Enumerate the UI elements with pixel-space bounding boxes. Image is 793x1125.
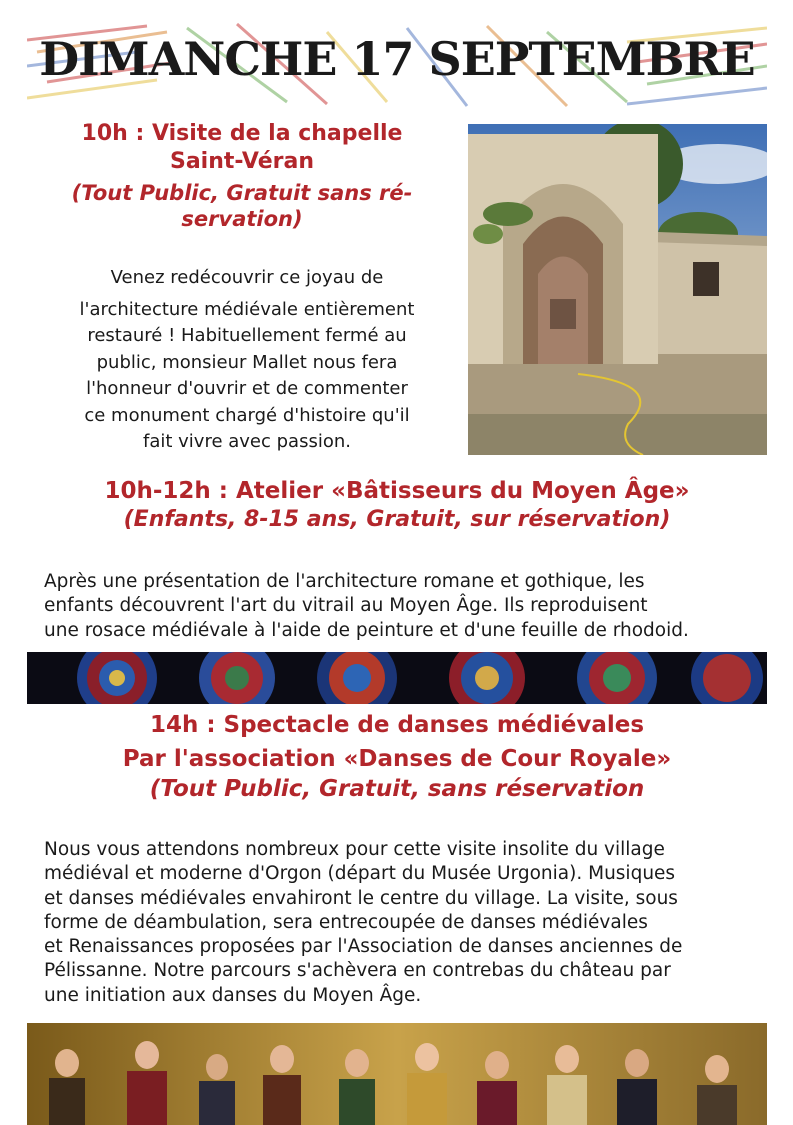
- event1-line: restauré ! Habituellement fermé au: [87, 325, 407, 346]
- page-title: DIMANCHE 17 SEPTEMBRE: [39, 32, 755, 86]
- event1-title-line2: Saint-Véran: [169, 149, 315, 174]
- event3-description: [44, 838, 766, 1008]
- event1-line: public, monsieur Mallet nous fera: [96, 351, 398, 373]
- event3-subtitle: (Tout Public, Gratuit, sans réservation: [149, 776, 645, 802]
- event3-line: forme de déambulation, sera entrecoupée de danses médiévales: [44, 911, 648, 933]
- dancers-photo: [27, 1023, 767, 1125]
- event2-line: enfants découvrent l'art du vitrail au Moyen Âge. Ils reproduisent: [44, 595, 648, 617]
- event3-line: médiéval et moderne d'Orgon (départ du Musée Urgonia). Musiques: [44, 863, 676, 885]
- event3-line: et danses médiévales envahiront le centre du village. La visite, sous: [44, 887, 678, 909]
- event3-title-line2: Par l'association «Danses de Cour Royale»: [122, 746, 672, 772]
- event1-line: fait vivre avec passion.: [143, 431, 351, 452]
- event1-line: Venez redécouvrir ce joyau de: [110, 267, 384, 288]
- event3-line: Nous vous attendons nombreux pour cette visite insolite du village: [44, 839, 665, 860]
- event2-line: une rosace médiévale à l'aide de peinture et d'une feuille de rhodoid.: [44, 619, 689, 641]
- event1-title: [27, 120, 457, 176]
- event2-description: [44, 570, 766, 643]
- event3-line: et Renaissances proposées par l'Association de danses anciennes de: [44, 936, 683, 958]
- event3-title-line1: 14h : Spectacle de danses médiévales: [149, 712, 645, 738]
- event1-title-line1: 10h : Visite de la chapelle: [81, 121, 403, 146]
- event1-line: l'honneur d'ouvrir et de commenter: [86, 378, 408, 399]
- event1-line: l'architecture médiévale entièrement: [79, 298, 415, 320]
- chapel-photo: [468, 124, 767, 455]
- event3-title: [27, 708, 767, 776]
- event1-subtitle-line2: servation): [181, 207, 303, 231]
- event2-title: 10h-12h : Atelier «Bâtisseurs du Moyen Âge»: [104, 478, 690, 504]
- event2-line: Après une présentation de l'architecture romane et gothique, les: [44, 571, 645, 592]
- event1-subtitle: [27, 180, 457, 232]
- event3-line: Pélissanne. Notre parcours s'achèvera en contrebas du château par: [44, 960, 671, 982]
- event3-line: une initiation aux danses du Moyen Âge.: [44, 984, 422, 1006]
- event1-line: ce monument chargé d'histoire qu'il: [84, 404, 410, 426]
- event1-subtitle-line1: (Tout Public, Gratuit sans ré-: [71, 181, 413, 205]
- event1-description: [27, 265, 467, 456]
- stained-glass-image: [27, 652, 767, 704]
- event2-subtitle: (Enfants, 8-15 ans, Gratuit, sur réservation): [123, 507, 671, 532]
